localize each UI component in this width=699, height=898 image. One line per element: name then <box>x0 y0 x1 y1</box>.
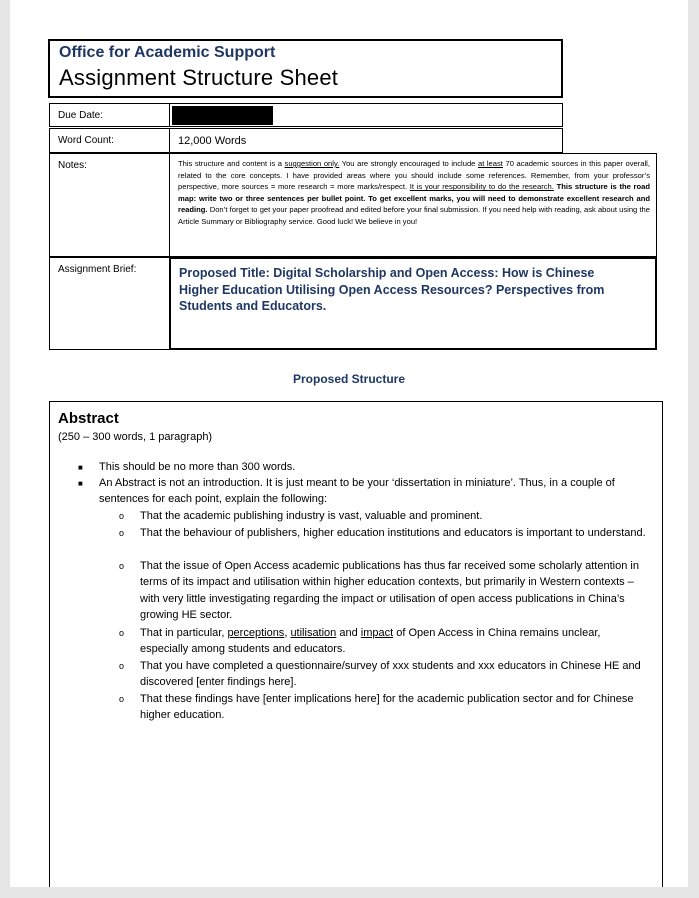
abstract-word-limit: (250 – 300 words, 1 paragraph) <box>58 431 213 443</box>
bullet-icon: ■ <box>78 479 83 488</box>
notes-part: This structure and content is a <box>178 159 285 168</box>
sub-item: That the issue of Open Access academic publications has thus far received some scholarly attention in terms of its impact and utilisation within higher education contexts, but primarily in Western contexts – with very little investigating regarding the impact or utilisation of open access publications in China’s growing HE sector. <box>140 560 639 622</box>
impact-term: impact <box>360 627 394 639</box>
office-name: Office for Academic Support <box>59 44 276 61</box>
abstract-section <box>49 401 663 887</box>
due-date-value-cell <box>169 103 563 127</box>
notes-part: Don’t forget to get your paper proofread and edited before your final submission. If you need help with reading, ask about using the Article Summary or Bibliography service. Good luck! We believe in you! <box>178 205 650 226</box>
bullet-item: This should be no more than 300 words. <box>99 461 296 473</box>
bullet-icon: ■ <box>78 463 83 472</box>
notes-at-least: at least <box>477 159 503 168</box>
redacted-due-date <box>172 106 273 125</box>
assignment-brief-label-cell <box>49 257 170 350</box>
sub-bullet-icon: o <box>119 628 125 638</box>
notes-road-map: This structure is the road map: write two or three sentences per bullet point. To get excellent marks, you will need to demonstrate excellent research and reading. <box>178 182 650 215</box>
notes-suggestion-only: suggestion only. <box>284 159 340 168</box>
notes-responsibility: It is your responsibility to do the research. <box>409 182 554 192</box>
assignment-brief-label: Assignment Brief: <box>58 264 137 275</box>
sub-item-perceptions <box>140 625 650 658</box>
sub-bullet-icon: o <box>119 528 125 538</box>
proposed-title: Proposed Title: Digital Scholarship and Open Access: How is Chinese Higher Education Utilising Open Access Resources? Perspectives from Students and Educators. <box>179 266 605 313</box>
sub-item: That these findings have [enter implications here] for the academic publication sector and for Chinese higher education. <box>140 693 634 722</box>
utilisation-term: utilisation <box>290 627 337 639</box>
sub-item-text: and <box>336 627 361 639</box>
sub-item: That you have completed a questionnaire/survey of xxx students and xxx educators in Chinese HE and discovered [enter findings here]. <box>140 660 641 689</box>
document-page <box>10 0 688 887</box>
sub-item: That the academic publishing industry is vast, valuable and prominent. <box>140 510 483 522</box>
perceptions-term: perceptions <box>227 627 285 639</box>
sub-bullet-icon: o <box>119 694 125 704</box>
notes-part: 70 academic sources in this paper overall, related to the core concepts. I have provided areas where you should include some references. Remember, from your professor’s perspective, more sources = more research = more marks/respect. <box>178 159 650 192</box>
sheet-title: Assignment Structure Sheet <box>59 65 339 90</box>
sub-bullet-icon: o <box>119 561 125 571</box>
word-count-value: 12,000 Words <box>178 135 247 147</box>
abstract-title: Abstract <box>58 410 119 427</box>
assignment-brief-value-cell <box>169 257 657 350</box>
sub-item-text: , <box>284 627 291 639</box>
notes-value-cell <box>169 153 657 257</box>
sub-bullet-icon: o <box>119 661 125 671</box>
notes-part: You are strongly encouraged to include <box>339 159 478 168</box>
header-box <box>48 39 563 98</box>
word-count-label-cell <box>49 128 170 153</box>
due-date-label: Due Date: <box>58 110 104 121</box>
sub-item-text: of Open Access in China remains unclear, especially among students and educators. <box>140 627 601 656</box>
notes-label: Notes: <box>58 160 87 171</box>
proposed-structure-heading: Proposed Structure <box>292 372 406 386</box>
word-count-label: Word Count: <box>58 135 114 146</box>
notes-label-cell <box>49 153 170 257</box>
sub-bullet-icon: o <box>119 511 125 521</box>
sub-item-text: That in particular, <box>140 627 228 639</box>
bullet-item: An Abstract is not an introduction. It is just meant to be your ‘dissertation in miniature’. Thus, in a couple of sentences for each point, explain the following: <box>99 477 615 506</box>
word-count-value-cell <box>169 128 563 153</box>
sub-item: That the behaviour of publishers, higher education institutions and educators is important to understand. <box>140 527 646 539</box>
due-date-label-cell <box>49 103 170 127</box>
notes-text <box>178 158 650 228</box>
